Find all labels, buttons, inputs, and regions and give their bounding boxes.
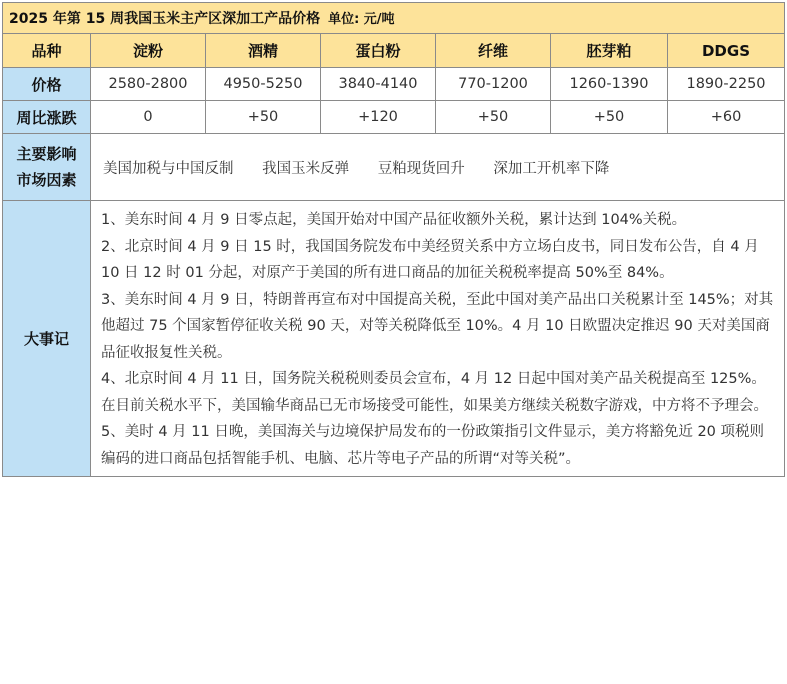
header-product: 淀粉 [91, 34, 206, 68]
header-product: 纤维 [436, 34, 551, 68]
unit-label: 单位: 元/吨 [328, 12, 395, 27]
change-label: 周比涨跌 [3, 101, 91, 134]
events-label: 大事记 [3, 201, 91, 477]
header-product: 酒精 [206, 34, 321, 68]
price-cell: 770-1200 [436, 68, 551, 101]
factors-cell [91, 134, 785, 201]
factor-item: 深加工开机率下降 [493, 160, 610, 177]
header-product: 胚芽粕 [551, 34, 668, 68]
change-cell: +120 [321, 101, 436, 134]
events-cell [91, 201, 785, 477]
change-cell: +50 [206, 101, 321, 134]
change-cell: +50 [436, 101, 551, 134]
factor-item: 豆粕现货回升 [377, 160, 465, 177]
event-item: 2、北京时间 4 月 9 日 15 时，我国国务院发布中美经贸关系中方立场白皮书，同日发布公告，自 4 月 10 日 12 时 01 分起，对原产于美国的所有进口商品的加征关税税率提高 50%至 84%。 [101, 238, 759, 281]
price-cell: 1890-2250 [668, 68, 785, 101]
change-cell: +60 [668, 101, 785, 134]
header-product: 蛋白粉 [321, 34, 436, 68]
factors-row [3, 134, 785, 201]
change-cell: 0 [91, 101, 206, 134]
price-label: 价格 [3, 68, 91, 101]
header-category-label: 品种 [3, 34, 91, 68]
change-cell: +50 [551, 101, 668, 134]
header-row [3, 34, 785, 68]
header-product: DDGS [668, 34, 785, 68]
price-cell: 2580-2800 [91, 68, 206, 101]
event-item: 1、美东时间 4 月 9 日零点起，美国开始对中国产品征收额外关税，累计达到 104%关税。 [101, 212, 687, 228]
factors-label-line: 主要影响 [16, 145, 77, 163]
factors-label [3, 134, 91, 201]
event-item: 4、北京时间 4 月 11 日，国务院关税税则委员会宣布，4 月 12 日起中国对美产品关税提高至 125%。在目前关税水平下，美国输华商品已无市场接受可能性，如果美方继续关税数字游戏，中方将不予理会。 [101, 371, 768, 414]
price-cell: 1260-1390 [551, 68, 668, 101]
table-title-cell [3, 3, 785, 34]
table-title: 2025 年第 15 周我国玉米主产区深加工产品价格 [9, 11, 321, 27]
price-cell: 4950-5250 [206, 68, 321, 101]
events-row [3, 201, 785, 477]
factors-label-line: 市场因素 [16, 171, 77, 189]
price-cell: 3840-4140 [321, 68, 436, 101]
factor-item: 美国加税与中国反制 [103, 160, 234, 177]
price-table [2, 2, 785, 477]
event-item: 3、美东时间 4 月 9 日，特朗普再宣布对中国提高关税，至此中国对美产品出口关税累计至 145%；对其他超过 75 个国家暂停征收关税 90 天，对等关税降低至 10%。4 月 10 日欧盟决定推迟 90 天对美国商品征收报复性关税。 [101, 291, 774, 361]
change-row [3, 101, 785, 134]
price-row [3, 68, 785, 101]
factor-item: 我国玉米反弹 [262, 160, 350, 177]
event-item: 5、美时 4 月 11 日晚，美国海关与边境保护局发布的一份政策指引文件显示，美方将豁免近 20 项税则编码的进口商品包括智能手机、电脑、芯片等电子产品的所谓“对等关税”。 [101, 424, 765, 467]
